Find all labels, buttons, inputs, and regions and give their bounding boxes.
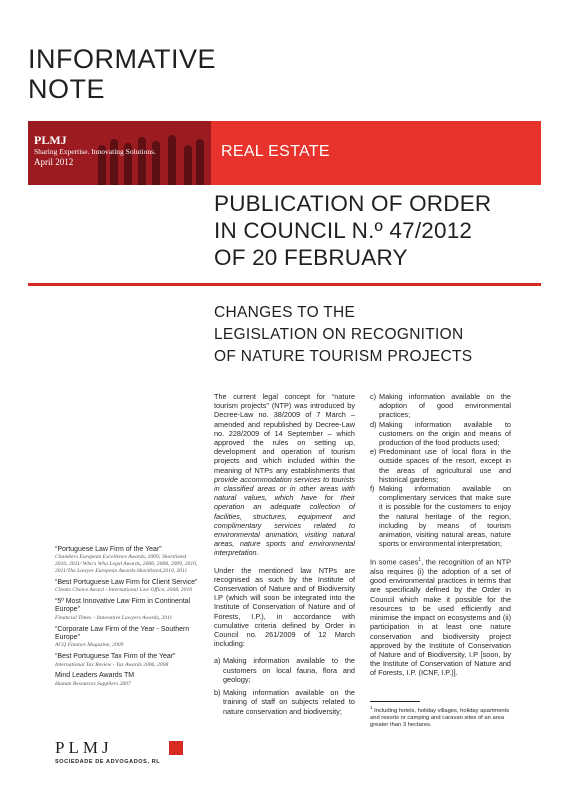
award-source: International Tax Review - Tax Awards 2006, 2008 xyxy=(55,661,169,668)
list-item xyxy=(214,656,355,684)
list-item xyxy=(214,688,355,716)
list-item-label: a) xyxy=(214,656,221,666)
award-item xyxy=(55,672,200,687)
award-title: “Corporate Law Firm of the Year - Southern Europe” xyxy=(55,625,190,642)
subheading-line-3: OF NATURE TOURISM PROJECTS xyxy=(214,348,473,365)
silhouette-figure xyxy=(184,145,192,185)
award-item xyxy=(55,653,200,668)
award-title: “Portuguese Law Firm of the Year” xyxy=(55,546,162,553)
subheading-line-2: LEGISLATION ON RECOGNITION xyxy=(214,326,464,343)
awards-list xyxy=(55,546,200,692)
document-type-title xyxy=(28,44,216,104)
silhouette-figure xyxy=(196,139,204,185)
list-item-label: e) xyxy=(370,447,377,457)
list-item-label: b) xyxy=(214,688,221,698)
award-title: Mind Leaders Awards TM xyxy=(55,672,135,680)
subheading-line-1: CHANGES TO THE xyxy=(214,304,356,321)
list-item xyxy=(370,392,511,420)
paragraph-intro-italic: provide accommodation services to tourists in classified areas or in other areas with natural values, which have for their operation an adequate collection of facilities, structures, equipment and complimentary services related to environmental animation, visiting natural areas, nature sports and environmental interpretation. xyxy=(214,474,355,558)
award-source: Chambers European Excellence Awards, 2009; Shortlisted 2010, 2011/ Who's Who Legal Awards, 2006, 2008, 2009, 2010, 2011/The Lawyer European Awards-Shortlisted,2010, 2011 xyxy=(55,554,198,574)
body-column-2 xyxy=(370,392,511,686)
criteria-list-part-2 xyxy=(370,392,511,548)
award-item xyxy=(55,626,200,650)
logo-wordmark: PLMJ xyxy=(55,738,113,757)
brand-tagline: Sharing Expertise. Innovating Solutions. xyxy=(34,147,156,156)
list-item-text: Making information available on the adoption of good environmental practices; xyxy=(379,392,511,420)
award-title: “Best Portuguese Law Firm for Client Service” xyxy=(55,578,198,586)
list-item-text: Making information available to the customers on local fauna, flora and geology; xyxy=(223,656,355,684)
issue-date: April 2012 xyxy=(34,157,74,167)
headline xyxy=(214,190,491,271)
brand-firm-name: PLMJ xyxy=(34,133,67,147)
headline-line-2: IN COUNCIL N.º 47/2012 xyxy=(214,218,473,243)
list-item-text: Making information available on complimentary services that make sure it is possible for the customers to enjoy the natural heritage of the region, including by means of tourism animation, visiting natural areas, nature sports or environmental interpretation; xyxy=(379,484,511,549)
silhouette-figure xyxy=(138,137,146,185)
paragraph-special-cases xyxy=(370,556,511,677)
title-line-2: NOTE xyxy=(28,74,106,104)
award-title: “Best Portuguese Tax Firm of the Year” xyxy=(55,653,176,661)
award-item xyxy=(55,579,200,594)
paragraph-special-cases-start: In some cases xyxy=(370,557,419,567)
body-column-1 xyxy=(214,392,355,716)
section-banner xyxy=(211,121,541,185)
award-source: Human Resources Suppliers 2007 xyxy=(55,680,131,687)
brand-banner xyxy=(28,121,211,185)
list-item-text: Making information available to customers on the origin and means of production of the food products used; xyxy=(379,419,511,448)
list-item-label: f) xyxy=(370,484,375,494)
footnote-reference: 1 xyxy=(418,557,422,564)
paragraph-criteria: Under the mentioned law NTPs are recognised as such by the Institute of Conservation of Nature and of Biodiversity I.P (which will soon be integrated into the Institute of Conservation of Nature and of Forests, I.P.), in accordance with cumulative criteria defined by Order in Council no. 261/2009 of 12 March including: xyxy=(214,565,355,649)
footnote-rule xyxy=(370,701,420,702)
award-source: ACQ Finance Magazine, 2009 xyxy=(55,642,124,649)
list-item-text: Making information available on the training of staff on subjects related to nature conservation and biodiversity; xyxy=(223,688,355,716)
footnote xyxy=(370,704,511,730)
silhouette-figure xyxy=(168,135,176,185)
list-item-label: c) xyxy=(370,392,377,401)
paragraph-special-cases-rest: , the recognition of an NTP also requires (i) the adoption of a set of good environmental practices in terms that are specifically defined by the Order in Council which make it possible for the resources to be used efficiently and minimise the impact on ecosystems and (ii) participation in at least one nature conservation and biodiversity project approved by the Institute of Conservation of Nature and of Biodiversity, I.P [soon, by the Institute of Conservation of Nature and of Forests, I.P. (ICNF, I.P.)]. xyxy=(370,557,511,678)
award-source: Financial Times – Innovative Lawyers Awards, 2011 xyxy=(55,614,173,621)
award-source: Clients Choice Award - International Law Office, 2008, 2010 xyxy=(55,587,193,594)
paragraph-intro-text: The current legal concept for “nature tourism projects” (NTP) was introduced by Decree-Law no. 38/2009 of 7 March – amended and republished by Decree-Law no. 228/2009 of 14 September – which approved the rules on setting up, development and operation of tourism projects and which included within the meaning of NTPs any establishments that xyxy=(214,392,355,475)
headline-line-1: PUBLICATION OF ORDER xyxy=(214,191,492,216)
silhouette-figure xyxy=(110,139,118,185)
list-item xyxy=(370,484,511,548)
footnote-text: Including hotels, holiday villages, holiday apartments and resorts or camping and caravan sites of an area greater than 3 hectares. xyxy=(370,707,510,729)
list-item-label: d) xyxy=(370,419,377,429)
subheading xyxy=(214,302,472,368)
section-label: REAL ESTATE xyxy=(221,143,330,160)
divider-rule xyxy=(28,283,541,286)
headline-line-3: OF 20 FEBRUARY xyxy=(214,245,408,270)
award-item xyxy=(55,546,200,575)
list-item xyxy=(370,447,511,484)
list-item xyxy=(370,420,511,448)
award-item xyxy=(55,598,200,622)
list-item-text: Predominant use of local flora in the outside spaces of the resort, except in the areas of agricultural use and historical gardens; xyxy=(379,447,511,484)
firm-logo xyxy=(55,738,160,765)
logo-subtitle: SOCIEDADE DE ADVOGADOS, RL xyxy=(55,759,161,765)
award-title: “5º Most Innovative Law Firm in Continental Europe” xyxy=(55,598,191,614)
logo-red-square-icon xyxy=(169,741,183,755)
paragraph-intro xyxy=(214,392,355,558)
footnote-mark: 1 xyxy=(370,705,373,710)
criteria-list-part-1 xyxy=(214,656,355,715)
title-line-1: INFORMATIVE xyxy=(28,44,217,74)
